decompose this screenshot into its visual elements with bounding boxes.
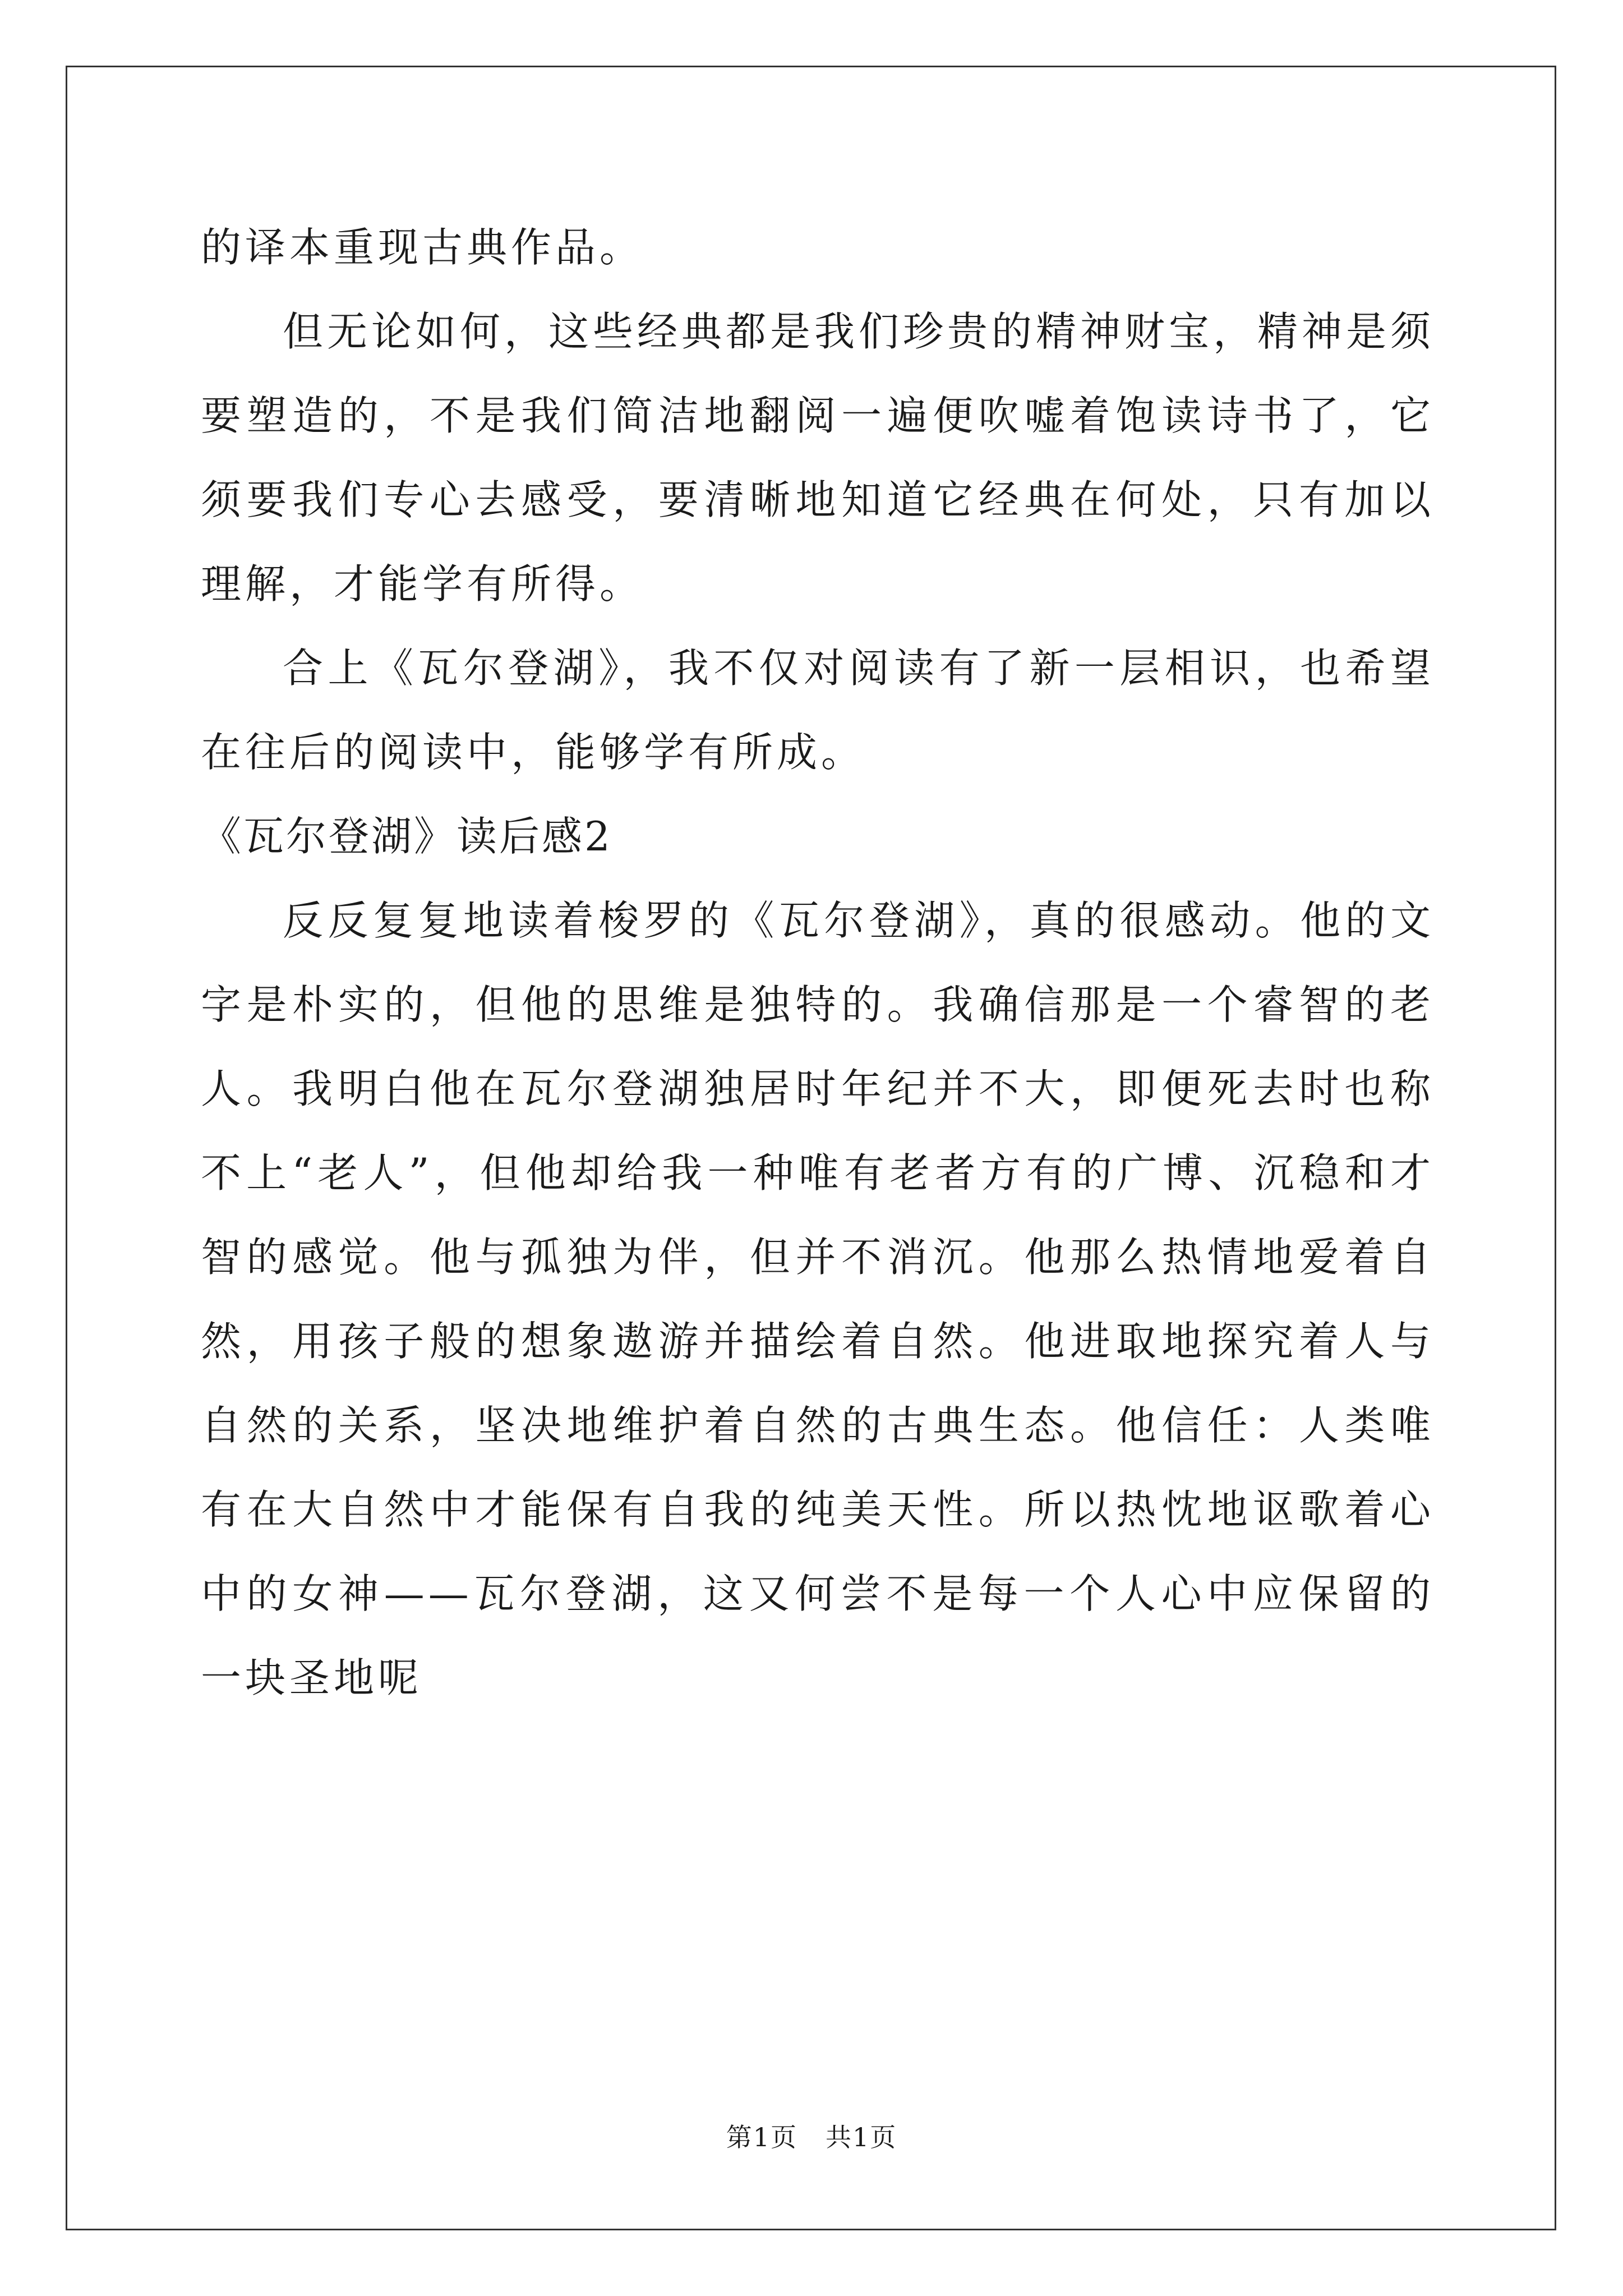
paragraph-closing-walden: 合上《瓦尔登湖》，我不仅对阅读有了新一层相识，也希望在往后的阅读中，能够学有所成。 [201, 645, 1435, 776]
document-body [201, 205, 1435, 1720]
page-footer [0, 2120, 1623, 2154]
section-heading: 《瓦尔登湖》读后感2 [201, 813, 612, 860]
page-number: 第1页 [726, 2122, 798, 2152]
page-total: 共1页 [825, 2122, 897, 2152]
paragraph-classics-treasure: 但无论如何，这些经典都是我们珍贵的精神财宝，精神是须要塑造的，不是我们简洁地翻阅一遍便吹嘘着饱读诗书了，它须要我们专心去感受，要清晰地知道它经典在何处，只有加以理解，才能学有所得。 [201, 308, 1435, 608]
footer-spacer [797, 2122, 826, 2152]
paragraph-continuation: 的译本重现古典作品。 [201, 224, 644, 271]
paragraph-thoreau-reflection: 反反复复地读着梭罗的《瓦尔登湖》，真的很感动。他的文字是朴实的，但他的思维是独特的。我确信那是一个睿智的老人。我明白他在瓦尔登湖独居时年纪并不大，即便死去时也称不上“老人”，但他却给我一种唯有老者方有的广博、沉稳和才智的感觉。他与孤独为伴，但并不消沉。他那么热情地爱着自然，用孩子般的想象遨游并描绘着自然。他进取地探究着人与自然的关系，坚决地维护着自然的古典生态。他信任：人类唯有在大自然中才能保有自我的纯美天性。所以热忱地讴歌着心中的女神——瓦尔登湖，这又何尝不是每一个人心中应保留的一块圣地呢 [201, 897, 1435, 1701]
